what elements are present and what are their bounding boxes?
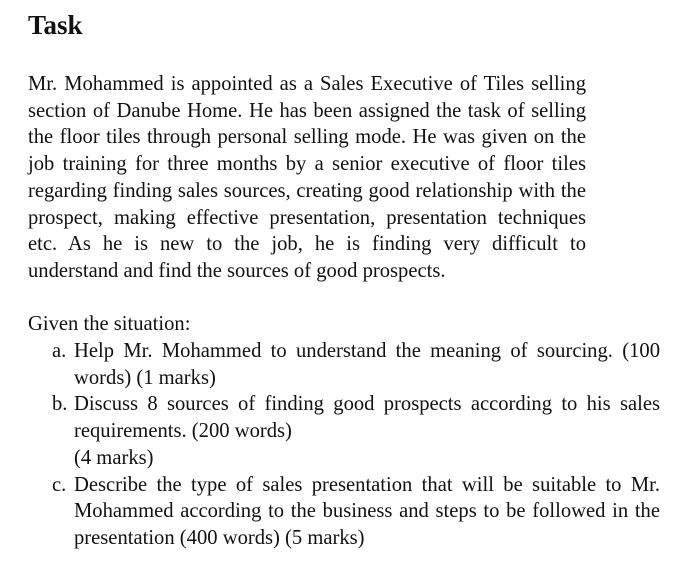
question-a	[52, 338, 660, 391]
question-a-marker: a.	[52, 340, 67, 362]
question-b-text: Discuss 8 sources of finding good prospects according to his sales requirements. (200 words)	[74, 393, 660, 443]
question-b-marker: b.	[52, 393, 68, 416]
question-b	[52, 391, 660, 471]
question-c-marker: c.	[52, 473, 67, 496]
question-list	[52, 338, 660, 552]
question-b-marks: (4 marks)	[74, 446, 154, 469]
scenario-paragraph: Mr. Mohammed is appointed as a Sales Executive of Tiles selling section of Danube Home. He has been assigned the task of selling the floor tiles through personal selling mode. He was given on the job training for three months by a senior executive of floor tiles regarding finding sales sources, creating good relationship with the prospect, making effective presentation, presentation techniques etc. As he is new to the job, he is finding very difficult to understand and find the sources of good prospects.	[28, 73, 586, 282]
task-heading: Task	[28, 10, 83, 40]
question-a-text: Help Mr. Mohammed to understand the meaning of sourcing. (100 words) (1 marks)	[74, 340, 660, 389]
question-c	[52, 472, 660, 552]
situation-intro: Given the situation:	[28, 313, 191, 335]
question-c-text: Describe the type of sales presentation that will be suitable to Mr. Mohammed according to the business and steps to be followed in the presentation (400 words) (5 marks)	[74, 473, 660, 549]
